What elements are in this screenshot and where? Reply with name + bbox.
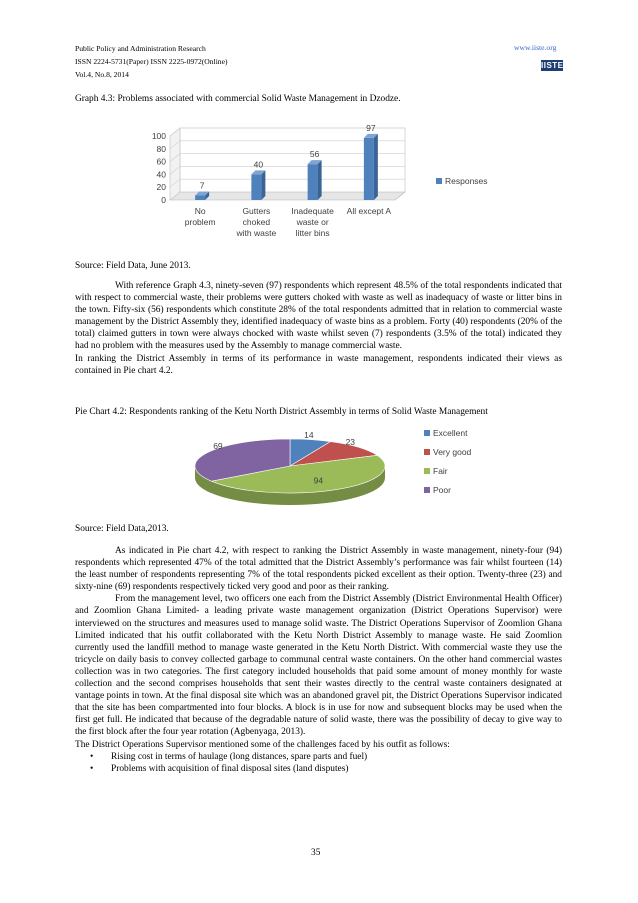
source-graph: Source: Field Data, June 2013. (75, 261, 191, 271)
value-label: 97 (366, 122, 376, 133)
value-label: 56 (309, 149, 320, 160)
x-tick-label: No problem (184, 206, 216, 227)
bar-chart (140, 108, 510, 250)
pie-value-label: 94 (313, 475, 324, 486)
iiste-logo: IISTE (541, 61, 564, 70)
pie-value-label: 14 (304, 429, 314, 440)
y-tick-label: 20 (156, 182, 166, 193)
journal-name: Public Policy and Administration Research (75, 44, 206, 53)
y-tick-label: 100 (151, 131, 166, 141)
issn-line: ISSN 2224-5731(Paper) ISSN 2225-0972(Online) (75, 57, 228, 66)
legend-swatch (424, 468, 430, 474)
pie-slices (195, 439, 385, 493)
paragraph-ranking-intro: In ranking the District Assembly in terms of its performance in waste management, respondents indicated their views as contained in Pie chart 4.2. (75, 353, 562, 376)
y-tick-label: 40 (156, 169, 166, 180)
bar (308, 160, 322, 200)
x-tick-label: All except A (346, 206, 392, 216)
value-label: 7 (199, 180, 205, 191)
paragraph-challenges-intro: The District Operations Supervisor mentioned some of the challenges faced by his outfit as follows: (75, 739, 450, 750)
y-tick-label: 60 (156, 156, 166, 167)
y-tick-label: 0 (161, 195, 166, 205)
challenges-list (75, 751, 562, 775)
list-item: • Problems with acquisition of final disposal sites (land disputes) (90, 763, 349, 774)
y-tick-label: 80 (156, 143, 166, 154)
page-number: 35 (311, 848, 321, 858)
pie-value-label: 69 (213, 441, 223, 452)
value-label: 40 (253, 159, 264, 170)
x-tick-label: Inadequate waste or litter bins (291, 206, 334, 238)
y-tick-labels (152, 131, 166, 205)
list-item: • Rising cost in terms of haulage (long distances, spare parts and fuel) (90, 751, 368, 762)
chart-side-wall (170, 128, 180, 200)
website-link[interactable]: www.iiste.org (514, 43, 557, 52)
pie-value-label: 23 (345, 437, 356, 448)
bar (364, 134, 378, 200)
legend-label: Very good (433, 447, 472, 457)
bar (251, 170, 265, 200)
bullet-icon: • (90, 763, 94, 774)
source-pie: Source: Field Data,2013. (75, 524, 169, 534)
legend-swatch (424, 487, 430, 493)
bullet-icon: • (90, 751, 94, 762)
graph-caption: Graph 4.3: Problems associated with commercial Solid Waste Management in Dzodze. (75, 94, 401, 104)
legend-label: Responses (445, 176, 488, 186)
pie-caption: Pie Chart 4.2: Respondents ranking of the Ketu North District Assembly in terms of Solid Waste Management (75, 407, 488, 417)
pie-legend (424, 428, 472, 495)
x-tick-label: Gutters choked with waste (236, 206, 277, 238)
legend-swatch (424, 449, 430, 455)
paragraph-management-level: From the management level, two officers one each from the District Assembly (District Environmental Health Officer) and Zoomlion Ghana Limited- a leading private waste management organization (District Operations Supervisor) were interviewed on the structures and measures used to manage solid waste. The District Operations Supervisor of Zoomlion Ghana Limited indicated that his outfit collaborated with the Ketu North District Assembly to manage waste. He said Zoomlion currently used the landfill method to manage waste generated in the Ketu North District. With commercial waste they use the tricycle on daily basis to convey collected garbage to communal central waste containers. On the other hand commercial wastes collection was in two categories. The first category included households that paid some amount of money monthly for waste collection and the second comprises households that sent their wastes directly to the central waste containers designated at vantage points in town. At the final disposal site which was an abandoned gravel pit, the District Operations Supervisor indicated that the site has been compartmented into four blocks. A block is in use for now and subsequent blocks may be used when the first get full. He indicated that because of the degradable nature of solid waste, there was the possibility of decay to give way to the first block after the four year rotation (Agbenyaga, 2013). (75, 594, 562, 738)
x-tick-labels (185, 206, 392, 238)
legend-label: Poor (433, 485, 451, 495)
legend-swatch (424, 430, 430, 436)
pie-chart (180, 418, 510, 518)
paragraph-pie-discussion: As indicated in Pie chart 4.2, with respect to ranking the District Assembly in waste management, ninety-four (94) respondents which represented 47% of the total admitted that the District Assembly’s performance was fair whilst fourteen (14) the least number of respondents representing 7% of the total respondents picked excellent as their option. Twenty-three (23) and sixty-nine (69) respondents respectively ticked very good and poor as their ranking. (75, 546, 562, 593)
legend-swatch (436, 178, 442, 184)
volume-line: Vol.4, No.8, 2014 (75, 70, 129, 79)
paragraph-graph-discussion: With reference Graph 4.3, ninety-seven (97) respondents which represent 48.5% of the total respondents indicated that with respect to commercial waste, their problems were gutters choked with waste as well as inadequacy of waste or litter bins in the town. Fifty-six (56) respondents which constitute 28% of the total respondents admitted that in relation to commercial waste management by the District Assembly they, identified inadequacy of waste bins as a problem. Forty (40) respondents (20% of the total) claimed gutters in town were always chocked with waste whilst seven (7) respondents (3.5% of the total) indicated they had no problem with the measures used by the Assembly to manage commercial waste. (75, 281, 562, 352)
legend-label: Excellent (433, 428, 468, 438)
legend-label: Fair (433, 466, 448, 476)
